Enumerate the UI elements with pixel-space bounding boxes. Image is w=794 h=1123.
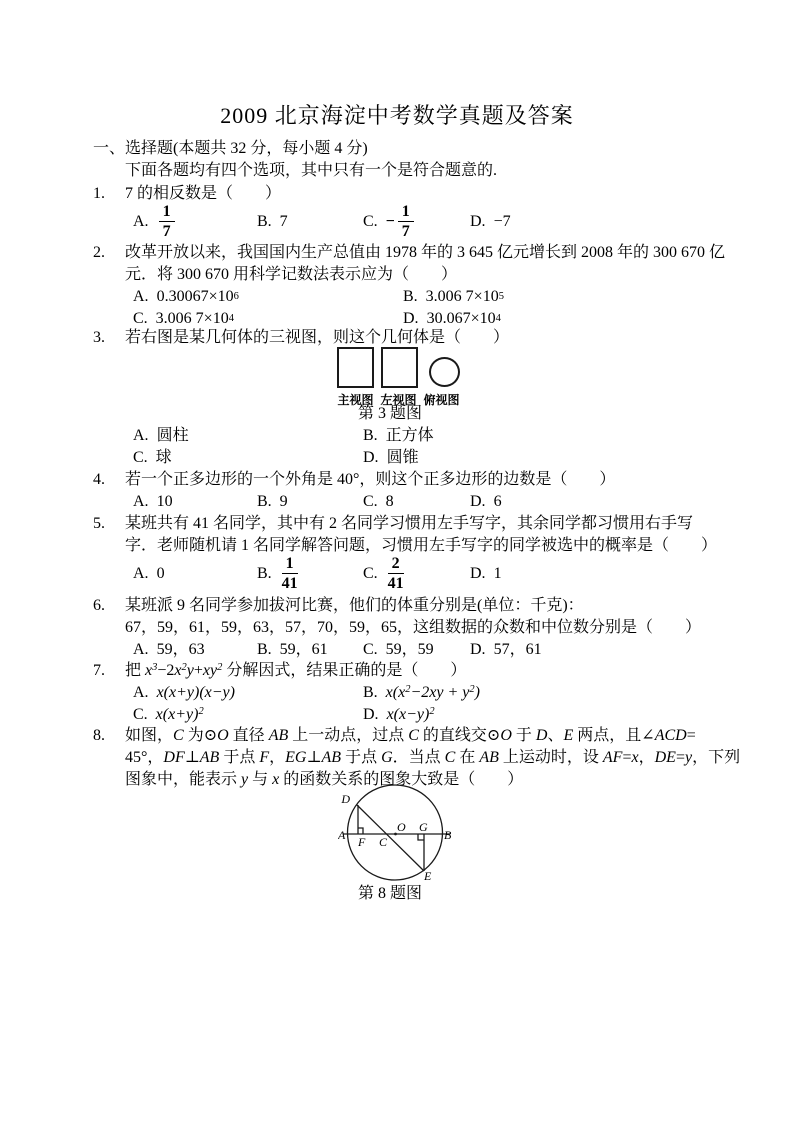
option-4c — [363, 492, 470, 512]
option-6c-label: C. — [363, 641, 378, 658]
question-8-line1 — [93, 726, 696, 746]
chord-DE — [357, 805, 425, 872]
option-6d-value: 57，61 — [493, 641, 542, 658]
option-6d-label: D. — [470, 641, 486, 658]
option-7c-value: $x(x+y)^2$ — [155, 706, 204, 723]
option-5b-fraction — [282, 555, 298, 592]
option-2c-label: C. — [133, 310, 148, 327]
option-2d-label: D. — [403, 310, 419, 327]
question-5-number: 5. — [93, 515, 105, 532]
question-1-number: 1. — [93, 185, 105, 202]
option-6b-label: B. — [257, 641, 272, 658]
figure-3-three-views — [337, 347, 460, 408]
question-1-text: 7 的相反数是（ ） — [125, 185, 282, 202]
point-label-D: D — [341, 792, 350, 806]
option-2a: A. 0.30067×10 6 — [133, 288, 239, 305]
option-4b-label: B. — [257, 493, 272, 510]
option-4a-label: A. — [133, 493, 149, 510]
option-5b — [257, 556, 363, 593]
option-2d: D. 30.067×10 4 — [403, 310, 501, 327]
top-view-label: 俯视图 — [423, 393, 460, 407]
option-3d-label: D. — [363, 449, 379, 466]
option-5a-value: 0 — [156, 565, 165, 582]
figure-8-caption: 第 8 题图 — [357, 885, 422, 902]
figure-3-caption: 第 3 题图 — [357, 405, 422, 422]
option-5d — [470, 565, 502, 583]
figure-8-circle-diagram — [338, 782, 458, 886]
right-angle-mark-F — [358, 828, 363, 834]
question-4-number: 4. — [93, 471, 105, 488]
option-1d — [470, 213, 511, 231]
fraction-denominator: 41 — [387, 574, 404, 592]
question-8-text1: 如图，C 为⊙O 直径 AB 上一动点，过点 C 的直线交⊙O 于 D、E 两点，且∠ACD= — [125, 727, 696, 744]
option-7d — [363, 705, 435, 725]
option-4d-value: 6 — [493, 493, 502, 510]
page-title: 2009 北京海淀中考数学真题及答案 — [220, 103, 574, 128]
fraction-numerator: 1 — [159, 203, 175, 222]
point-label-C: C — [379, 835, 388, 849]
option-1c-sign: − — [385, 213, 395, 230]
option-1b-label: B. — [257, 213, 272, 230]
question-7-options-row2 — [133, 705, 435, 725]
option-4d-label: D. — [470, 493, 486, 510]
option-6c-value: 59，59 — [385, 641, 434, 658]
circle-O — [348, 785, 443, 880]
question-7-stem — [93, 661, 466, 681]
option-3b-label: B. — [363, 427, 378, 444]
fraction-numerator: 1 — [282, 555, 298, 574]
option-1a-fraction — [159, 203, 175, 240]
option-3c-value: 球 — [155, 449, 172, 466]
option-6d — [470, 640, 542, 660]
option-2b: B. 3.006 7×10 5 — [403, 288, 504, 305]
option-5c-label: C. — [363, 565, 378, 582]
question-5-text1: 某班共有 41 名同学，其中有 2 名同学习惯用左手写字，其余同学都习惯用右手写 — [125, 515, 694, 532]
fraction-numerator: 1 — [398, 203, 414, 222]
option-7d-value: $x(x-y)^2$ — [386, 706, 435, 723]
option-1a-label: A. — [133, 213, 149, 230]
option-5d-value: 1 — [493, 565, 502, 582]
question-2-number: 2. — [93, 244, 105, 261]
option-1d-value: −7 — [493, 213, 511, 230]
question-8-line2: 45°，DF⊥AB 于点 F，EG⊥AB 于点 G．当点 C 在 AB 上运动时，设 AF=x，DE=y，下列 — [125, 749, 741, 766]
question-4-stem — [93, 470, 615, 490]
front-view-label: 主视图 — [337, 393, 374, 407]
option-1b — [257, 213, 363, 231]
question-5-options — [133, 553, 502, 595]
option-6a-label: A. — [133, 641, 149, 658]
option-7c — [133, 705, 363, 725]
question-5-line1 — [93, 514, 693, 534]
question-8-number: 8. — [93, 727, 105, 744]
option-1c — [363, 204, 470, 241]
option-5a-label: A. — [133, 565, 149, 582]
side-view-label: 左视图 — [380, 393, 417, 407]
option-7d-label: D. — [363, 706, 379, 723]
fraction-denominator: 41 — [281, 574, 298, 592]
option-2c: C. 3.006 7×10 4 — [133, 310, 234, 327]
option-6c — [363, 640, 470, 660]
option-3a — [133, 426, 363, 446]
option-2a-value: 0.30067×10 — [156, 288, 234, 305]
question-3-options-row1 — [133, 426, 434, 446]
option-7a-label: A. — [133, 684, 149, 701]
option-4d — [470, 492, 502, 512]
three-view-shapes — [337, 347, 460, 388]
question-2-line2: 元．将 300 670 用科学记数法表示应为（ ） — [125, 266, 458, 283]
point-label-E: E — [424, 869, 432, 883]
option-2b-value: 3.006 7×10 — [425, 288, 499, 305]
top-view-circle — [429, 357, 460, 387]
option-3c — [133, 448, 363, 468]
point-label-O: O — [397, 820, 406, 834]
option-6a-value: 59，63 — [156, 641, 205, 658]
point-label-F: F — [358, 835, 366, 849]
option-6b-value: 59，61 — [279, 641, 328, 658]
question-2-options-row1 — [133, 287, 504, 307]
question-6-line1 — [93, 596, 584, 616]
section-note: 下面各题均有四个选项，其中只有一个是符合题意的. — [125, 162, 498, 179]
question-4-text: 若一个正多边形的一个外角是 40°，则这个正多边形的边数是（ ） — [125, 471, 616, 488]
point-label-A: A — [338, 828, 346, 842]
question-6-number: 6. — [93, 597, 105, 614]
fraction-denominator: 7 — [401, 222, 410, 240]
question-6-options — [133, 640, 542, 660]
option-1c-label: C. — [363, 213, 378, 230]
option-3c-label: C. — [133, 449, 148, 466]
option-4c-label: C. — [363, 493, 378, 510]
option-3a-label: A. — [133, 427, 149, 444]
section-heading: 一、选择题(本题共 32 分，每小题 4 分) — [93, 140, 368, 157]
option-1d-label: D. — [470, 213, 486, 230]
option-5c-fraction — [388, 555, 404, 592]
option-2c-value: 3.006 7×10 — [155, 310, 229, 327]
option-4b — [257, 492, 363, 512]
question-5-line2: 字．老师随机请 1 名同学解答问题，习惯用左手写字的同学被选中的概率是（ ） — [125, 537, 718, 554]
option-5d-label: D. — [470, 565, 486, 582]
front-view-square — [337, 347, 374, 388]
question-3-text: 若右图是某几何体的三视图，则这个几何体是（ ） — [125, 329, 510, 346]
question-2-line1 — [93, 243, 725, 263]
option-7a-value: x(x+y)(x−y) — [156, 684, 235, 701]
question-4-options — [133, 492, 502, 512]
right-angle-mark-G — [418, 834, 424, 840]
option-5c — [363, 556, 470, 593]
point-label-G: G — [419, 820, 428, 834]
option-7a — [133, 683, 363, 703]
question-2-options-row2 — [133, 309, 501, 329]
option-7b-label: B. — [363, 684, 378, 701]
question-2-text1: 改革开放以来，我国国内生产总值由 1978 年的 3 645 亿元增长到 2008 年的 300 670 亿 — [125, 244, 726, 261]
option-3d — [363, 448, 419, 468]
option-3b-value: 正方体 — [385, 427, 434, 444]
question-6-line2: 67，59，61，59，63，57，70，59，65，这组数据的众数和中位数分别是（ ） — [125, 619, 702, 636]
option-7c-label: C. — [133, 706, 148, 723]
fraction-denominator: 7 — [162, 222, 171, 240]
question-3-stem — [93, 328, 509, 348]
option-4a — [133, 492, 257, 512]
option-2a-label: A. — [133, 288, 149, 305]
question-3-options-row2 — [133, 448, 419, 468]
question-8-line3: 图象中，能表示 y 与 x 的函数关系的图象大致是（ ） — [125, 771, 524, 788]
option-1b-value: 7 — [279, 213, 288, 230]
option-4b-value: 9 — [279, 493, 288, 510]
option-2b-label: B. — [403, 288, 418, 305]
option-1a — [133, 204, 257, 241]
option-5a — [133, 565, 257, 583]
option-3b — [363, 426, 434, 446]
option-7b — [363, 683, 480, 703]
option-4c-value: 8 — [385, 493, 394, 510]
option-6a — [133, 640, 257, 660]
question-3-number: 3. — [93, 329, 105, 346]
question-7-text: 把 $x^3-2x^2y+xy^2$ 分解因式，结果正确的是（ ） — [125, 662, 467, 679]
option-6b — [257, 640, 363, 660]
option-1c-fraction — [398, 203, 414, 240]
option-3d-value: 圆锥 — [386, 449, 419, 466]
question-7-options-row1 — [133, 683, 480, 703]
option-2d-value: 30.067×10 — [426, 310, 496, 327]
question-6-text1: 某班派 9 名同学参加拔河比赛，他们的体重分别是(单位：千克)： — [125, 597, 584, 614]
question-1-options — [133, 201, 511, 243]
fraction-numerator: 2 — [388, 555, 404, 574]
point-label-B: B — [444, 828, 452, 842]
option-4a-value: 10 — [156, 493, 173, 510]
option-7b-value: $x(x^2-2xy + y^2)$ — [385, 684, 480, 701]
question-7-number: 7. — [93, 662, 105, 679]
option-3a-value: 圆柱 — [156, 427, 189, 444]
side-view-square — [381, 347, 418, 388]
option-5b-label: B. — [257, 565, 272, 582]
